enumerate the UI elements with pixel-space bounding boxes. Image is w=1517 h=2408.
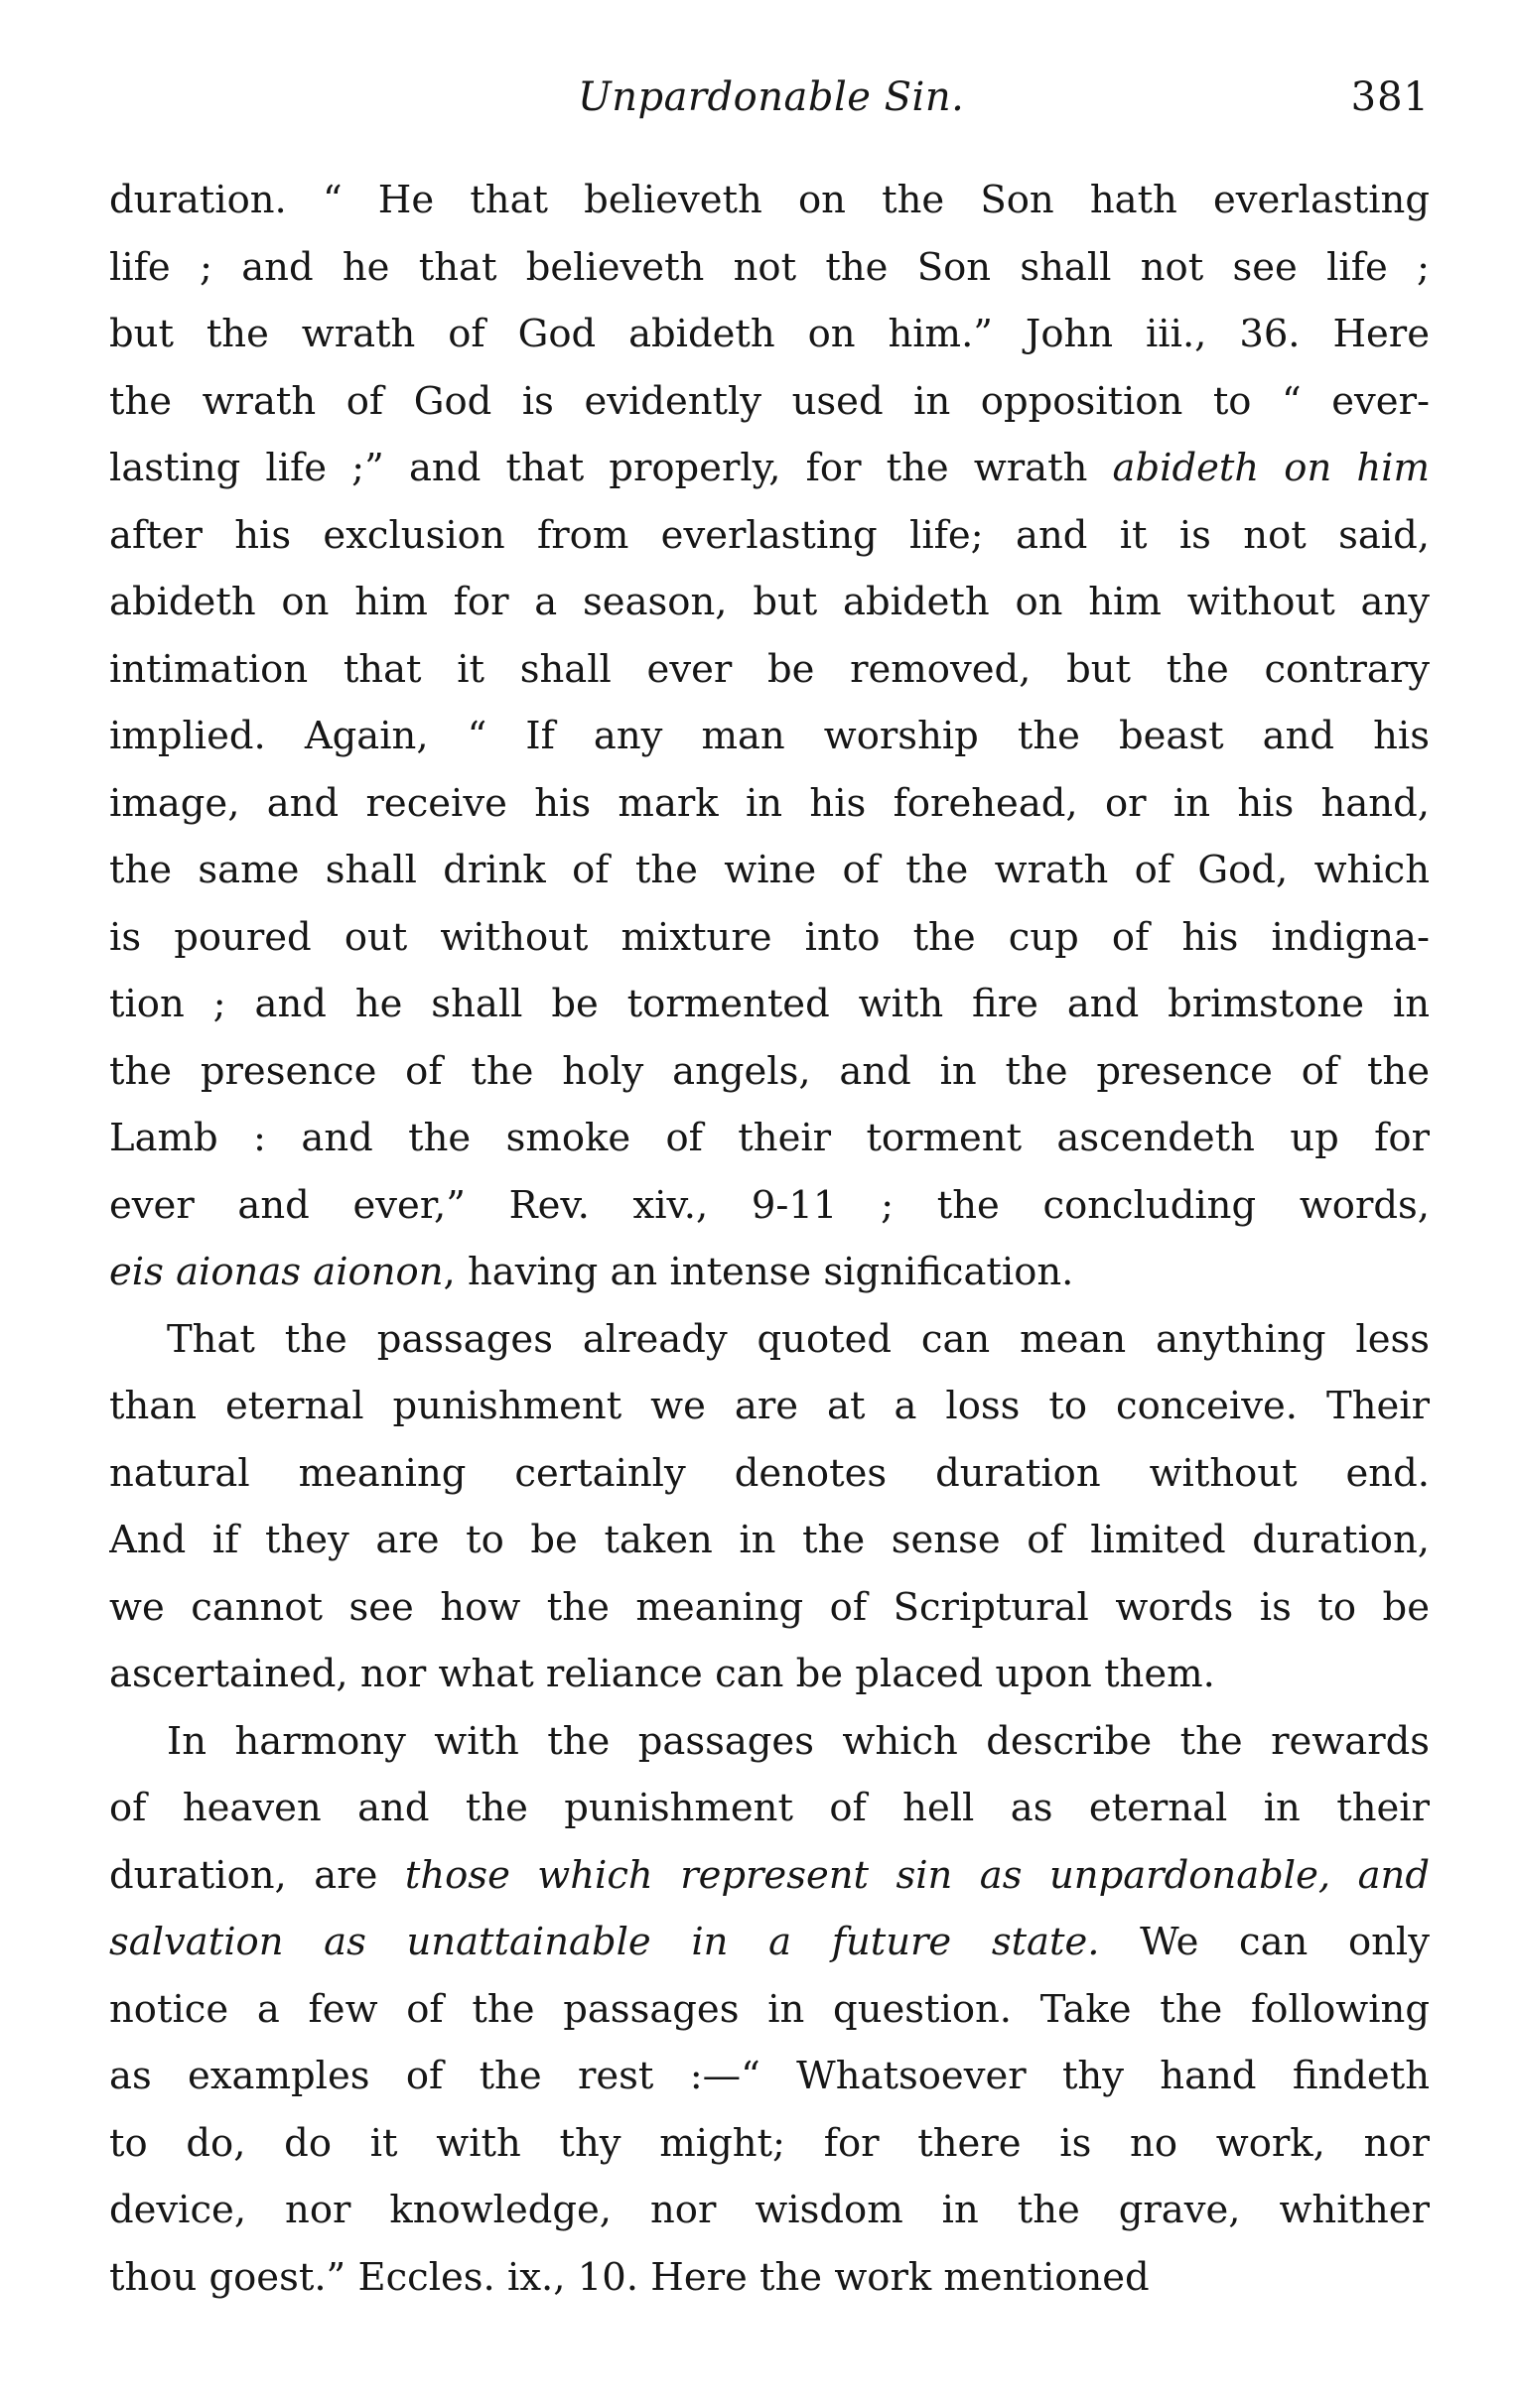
text-segment: as examples of the rest :—“ Whatsoever thy hand findeth <box>109 2054 1430 2098</box>
text-line <box>109 569 1430 636</box>
italic-segment: abideth on him <box>1112 446 1430 490</box>
text-segment: the same shall drink of the wine of the wrath of God, which <box>109 848 1430 892</box>
running-title: Unpardonable Sin. <box>578 74 965 120</box>
text-line <box>109 1574 1430 1642</box>
text-segment: natural meaning certainly denotes duration without end. <box>109 1450 1430 1496</box>
text-line <box>109 1909 1430 1976</box>
text-line <box>109 368 1430 436</box>
text-segment: duration, are <box>109 1852 405 1898</box>
italic-segment: salvation as unattainable in a future state. <box>109 1920 1100 1964</box>
text-segment: we cannot see how the meaning of Scriptural words is to be <box>109 1584 1430 1630</box>
text-line <box>109 2177 1430 2244</box>
text-line <box>109 1775 1430 1842</box>
text-segment: tion ; and he shall be tormented with fire and brimstone in <box>109 982 1430 1026</box>
text-line <box>109 636 1430 704</box>
paragraph <box>109 1708 1430 2312</box>
text-segment: In harmony with the passages which describe the rewards <box>167 1718 1430 1764</box>
text-segment: life ; and he that believeth not the Son shall not see life ; <box>109 244 1430 290</box>
text-line <box>109 1373 1430 1440</box>
text-line <box>109 2043 1430 2110</box>
text-line <box>109 770 1430 838</box>
text-line <box>109 904 1430 972</box>
text-segment: abideth on him for a season, but abideth on him without any <box>109 580 1430 624</box>
text-line <box>109 1842 1430 1910</box>
text-segment: intimation that it shall ever be removed, but the contrary <box>109 646 1430 692</box>
text-segment: to do, do it with thy might; for there is no work, nor <box>109 2120 1430 2166</box>
text-line <box>109 971 1430 1038</box>
text-segment: implied. Again, “ If any man worship the beast and his <box>109 714 1430 758</box>
text-line <box>109 1708 1430 1776</box>
text-segment: is poured out without mixture into the cup of his indigna- <box>109 914 1430 960</box>
text-line <box>109 1306 1430 1374</box>
text-segment: but the wrath of God abideth on him.” John iii., 36. Here <box>109 312 1430 356</box>
text-segment: of heaven and the punishment of hell as eternal in their <box>109 1786 1430 1830</box>
text-segment: image, and receive his mark in his forehead, or in his hand, <box>109 780 1430 826</box>
text-line <box>109 1976 1430 2044</box>
text-line <box>109 1507 1430 1574</box>
running-head <box>109 58 1430 137</box>
text-line <box>109 703 1430 770</box>
text-line <box>109 1172 1430 1240</box>
text-line <box>109 837 1430 904</box>
page-number: 381 <box>1350 74 1430 120</box>
text-segment: , having an intense signification. <box>443 1250 1074 1294</box>
text-line <box>109 2244 1430 2312</box>
text-line <box>109 2110 1430 2178</box>
text-segment: the presence of the holy angels, and in the presence of the <box>109 1048 1430 1094</box>
text-line <box>109 1440 1430 1508</box>
text-line <box>109 1105 1430 1172</box>
text-segment: ascertained, nor what reliance can be placed upon them. <box>109 1652 1215 1696</box>
text-segment: duration. “ He that believeth on the Son hath everlasting <box>109 178 1430 222</box>
text-segment: ever and ever,” Rev. xiv., 9-11 ; the concluding words, <box>109 1182 1430 1228</box>
text-segment: We can only <box>1099 1920 1430 1964</box>
text-line <box>109 1641 1430 1708</box>
text-line <box>109 167 1430 234</box>
text-segment: after his exclusion from everlasting life; and it is not said, <box>109 512 1430 558</box>
text-segment: than eternal punishment we are at a loss to conceive. Their <box>109 1384 1430 1428</box>
text-segment: notice a few of the passages in question. Take the following <box>109 1986 1430 2032</box>
text-line <box>109 502 1430 570</box>
text-line <box>109 234 1430 302</box>
text-line <box>109 301 1430 368</box>
text-segment: lasting life ;” and that properly, for the wrath <box>109 446 1113 490</box>
text-segment: device, nor knowledge, nor wisdom in the grave, whither <box>109 2188 1430 2232</box>
text-segment: Lamb : and the smoke of their torment ascendeth up for <box>109 1116 1430 1160</box>
paragraph <box>109 1306 1430 1708</box>
text-segment: the wrath of God is evidently used in opposition to “ ever- <box>109 378 1430 424</box>
text-line <box>109 435 1430 502</box>
text-segment: thou goest.” Eccles. ix., 10. Here the work mentioned <box>109 2254 1150 2300</box>
body-text <box>109 167 1430 2311</box>
text-segment: That the passages already quoted can mean anything less <box>167 1316 1430 1362</box>
text-segment: And if they are to be taken in the sense of limited duration, <box>109 1518 1430 1562</box>
text-line <box>109 1239 1430 1306</box>
text-line <box>109 1038 1430 1106</box>
italic-segment: eis aionas aionon <box>109 1250 444 1294</box>
italic-segment: those which represent sin as unpardonable, and <box>404 1852 1430 1898</box>
paragraph <box>109 167 1430 1306</box>
